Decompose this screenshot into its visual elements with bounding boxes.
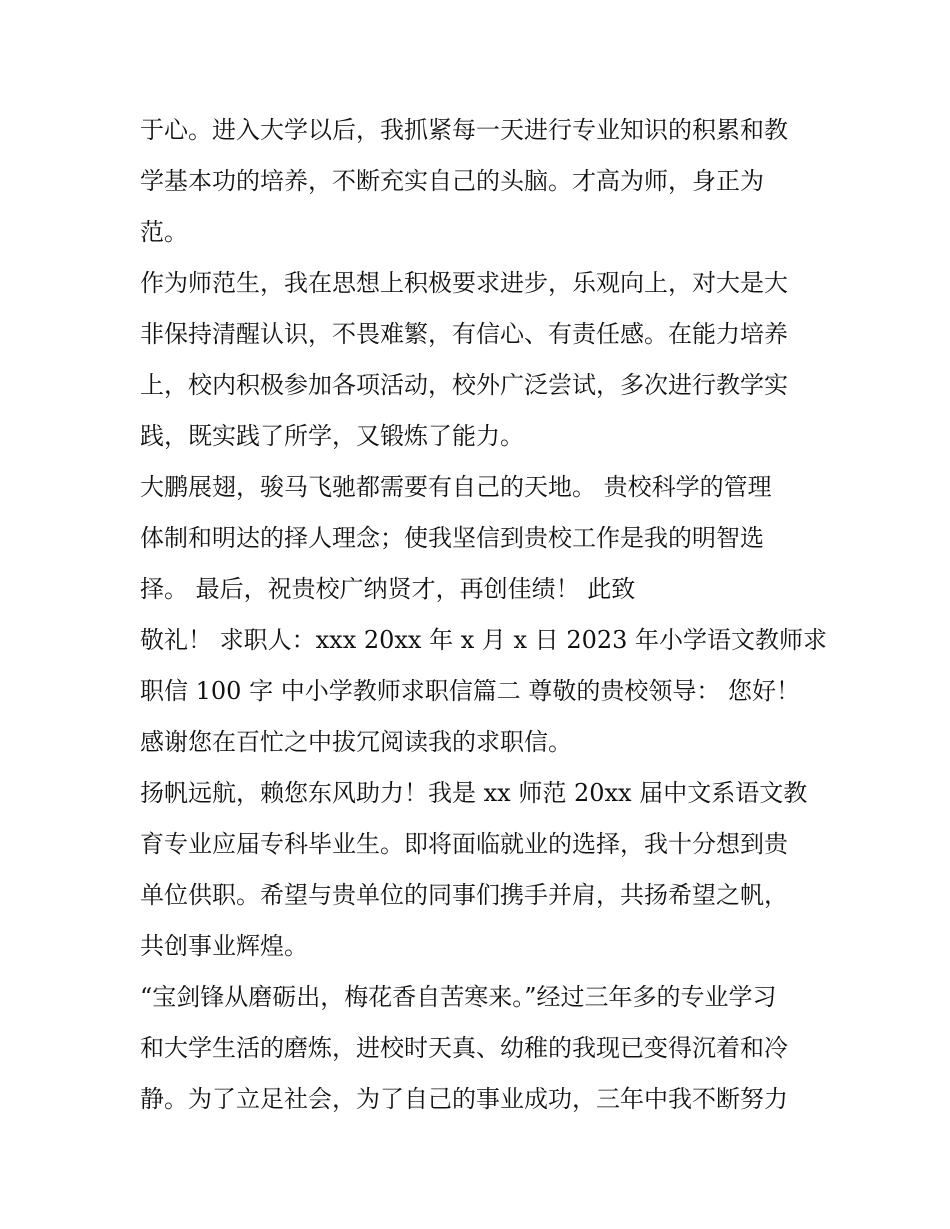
text-line: 学基本功的培养，不断充实自己的头脑。才高为师，身正为 — [140, 167, 764, 195]
text-line: 敬礼！ 求职人：xxx 20xx 年 x 月 x 日 2023 年小学语文教师求 — [140, 626, 828, 654]
body-text — [140, 105, 830, 1125]
text-line: 育专业应届专科毕业生。即将面临就业的选择，我十分想到贵 — [140, 830, 788, 858]
text-line: 范。 — [140, 218, 188, 246]
text-line: 扬帆远航，赖您东风助力！我是 xx 师范 20xx 届中文系语文教 — [140, 779, 808, 807]
text-line: 践，既实践了所学，又锻炼了能力。 — [140, 422, 524, 450]
text-line: 感谢您在百忙之中拔冗阅读我的求职信。 — [140, 728, 572, 756]
text-line: 大鹏展翅，骏马飞驰都需要有自己的天地。 贵校科学的管理 — [140, 473, 772, 501]
text-line: 体制和明达的择人理念；使我坚信到贵校工作是我的明智选 — [140, 524, 764, 552]
text-line: 择。 最后，祝贵校广纳贤才，再创佳绩！ 此致 — [140, 575, 636, 603]
text-line: 静。为了立足社会，为了自己的事业成功，三年中我不断努力 — [140, 1085, 788, 1113]
text-line: 和大学生活的磨炼，进校时天真、幼稚的我现已变得沉着和冷 — [140, 1034, 788, 1062]
text-line: 共创事业辉煌。 — [140, 932, 308, 960]
text-line: 于心。进入大学以后，我抓紧每一天进行专业知识的积累和教 — [140, 116, 788, 144]
text-line: 单位供职。希望与贵单位的同事们携手并肩，共扬希望之帆， — [140, 881, 788, 909]
text-line: 职信 100 字 中小学教师求职信篇二 尊敬的贵校领导： 您好！ — [140, 677, 800, 705]
text-line: “宝剑锋从磨砺出，梅花香自苦寒来。”经过三年多的专业学习 — [140, 983, 777, 1011]
text-line: 上，校内积极参加各项活动，校外广泛尝试，多次进行教学实 — [140, 371, 788, 399]
text-line: 非保持清醒认识，不畏难繁，有信心、有责任感。在能力培养 — [140, 320, 788, 348]
text-line: 作为师范生，我在思想上积极要求进步，乐观向上，对大是大 — [140, 269, 788, 297]
